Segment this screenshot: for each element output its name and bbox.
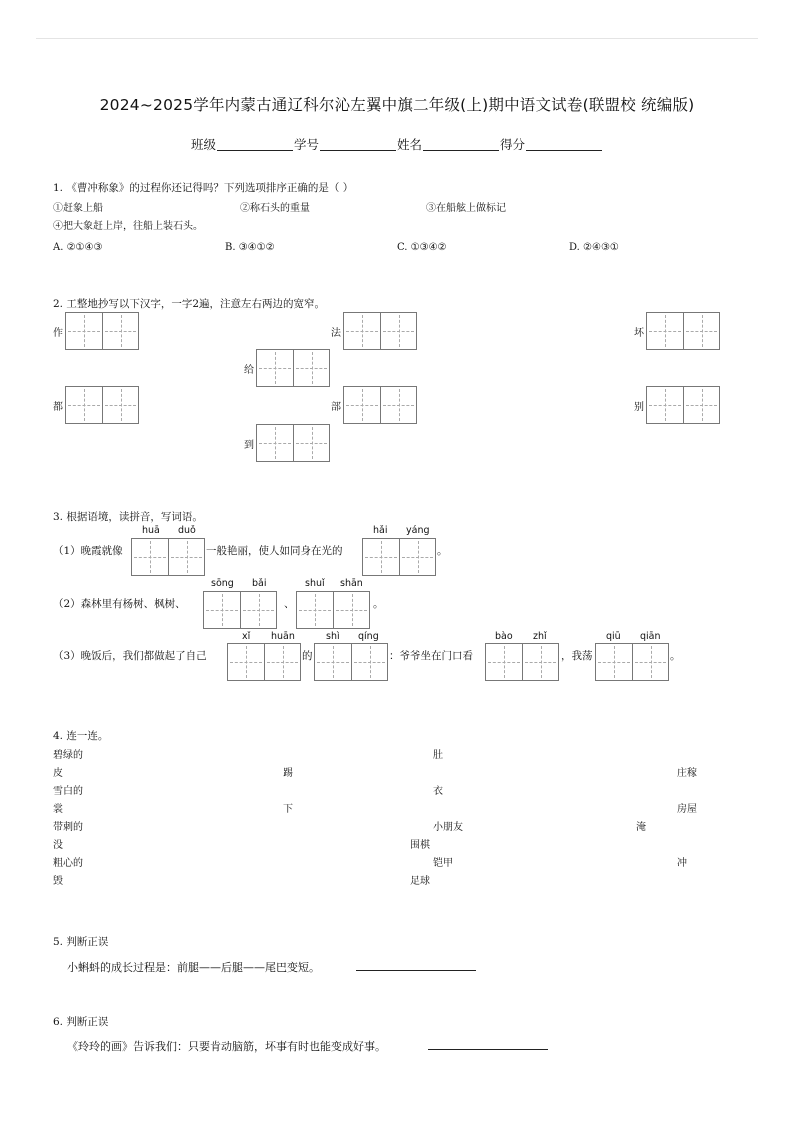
q4-col3-item[interactable]: 衣 (433, 786, 443, 797)
q3-s2-answer-grid-2[interactable] (296, 591, 370, 629)
q3-s2-pinyin-2b: shān (340, 578, 363, 589)
q6-answer-line[interactable] (428, 1049, 548, 1050)
q2-writing-grid-zuo[interactable] (65, 312, 139, 350)
q3-s1-answer-grid-1[interactable] (131, 538, 205, 576)
number-label: 学号 (293, 137, 319, 152)
q2-char-zuo: 作 (53, 328, 63, 339)
q1-step-4: ④把大象赶上岸，往船上装石头。 (53, 221, 203, 232)
student-info-line (0, 135, 794, 153)
q3-s1-pinyin-2b: yáng (406, 525, 430, 536)
q3-s1-middle: 一般艳丽，使人如同身在光的 (206, 545, 343, 557)
page-title: 2024~2025学年内蒙古通辽科尔沁左翼中旗二年级(上)期中语文试卷(联盟校 统编版) (99, 96, 695, 114)
q2-heading: 2. 工整地抄写以下汉字，一字2遍，注意左右两边的宽窄。 (53, 298, 326, 310)
q3-s1-pinyin-1a: huā (142, 525, 160, 536)
q2-writing-grid-dao[interactable] (256, 424, 330, 462)
q2-char-dou: 都 (53, 402, 63, 413)
score-label: 得分 (500, 137, 526, 152)
q1-step-3: ③在船舷上做标记 (426, 203, 506, 214)
q1-option-d[interactable]: D. ②④③① (569, 242, 619, 253)
q2-char-bie: 别 (634, 402, 644, 413)
q4-col3-item[interactable]: 足球 (410, 876, 430, 887)
q6-heading: 6. 判断正误 (53, 1016, 109, 1028)
q3-heading: 3. 根据语境，读拼音，写词语。 (53, 511, 203, 523)
q1-option-c[interactable]: C. ①③④② (397, 242, 447, 253)
q1-heading: 1. 《曹冲称象》的过程你还记得吗？下列选项排序正确的是（ ） (53, 182, 354, 194)
q3-s3-pinyin-3a: bào (495, 631, 513, 642)
q2-writing-grid-bu[interactable] (343, 386, 417, 424)
q3-s2-answer-grid-1[interactable] (203, 591, 277, 629)
q6-statement: 《玲玲的画》告诉我们：只要肯动脑筋，坏事有时也能变成好事。 (67, 1040, 386, 1053)
q3-s3-end: 。 (670, 650, 681, 662)
q4-col1-item[interactable]: 没 (53, 840, 63, 851)
q3-s3-middle-2: ：爷爷坐在门口看 (389, 650, 473, 662)
q4-col1-item[interactable]: 粗心的 (53, 858, 83, 869)
q4-col4-item[interactable]: 冲 (677, 858, 687, 869)
q3-s3-pinyin-1a: xǐ (242, 631, 251, 642)
q1-option-a[interactable]: A. ②①④③ (53, 242, 103, 253)
class-blank[interactable] (217, 138, 293, 151)
q4-col4-item[interactable]: 庄稼 (677, 768, 697, 779)
q4-col1-item[interactable]: 毁 (53, 876, 63, 887)
q4-col4-item[interactable]: 房屋 (677, 804, 697, 815)
q4-col3-item[interactable]: 铠甲 (433, 858, 453, 869)
q3-s3-middle-1: 的 (302, 650, 313, 662)
q5-heading: 5. 判断正误 (53, 936, 109, 948)
q3-s3-pinyin-3b: zhǐ (533, 631, 547, 642)
q5-answer-line[interactable] (356, 970, 476, 971)
q3-s3-pinyin-2a: shì (326, 631, 340, 642)
q3-s2-end: 。 (373, 598, 384, 610)
q1-step-1: ①赶象上船 (53, 203, 103, 214)
q3-s3-answer-grid-1[interactable] (227, 643, 301, 681)
header-divider (36, 38, 758, 39)
q2-char-bu: 部 (331, 402, 341, 413)
q3-s2-pinyin-1b: bǎi (252, 578, 267, 589)
q3-s3-pinyin-2b: qíng (358, 631, 379, 642)
class-label: 班级 (190, 137, 216, 152)
q4-col3-item[interactable]: 小朋友 (433, 822, 463, 833)
q3-s3-pinyin-4a: qiū (606, 631, 621, 642)
q4-col1-item[interactable]: 皮 (53, 768, 63, 779)
q4-col2-item[interactable]: 下 (283, 804, 293, 815)
q3-s1-prefix: （1）晚霞就像 (53, 545, 123, 557)
q4-col3-item[interactable]: 围棋 (410, 840, 430, 851)
q2-writing-grid-fa[interactable] (343, 312, 417, 350)
score-blank[interactable] (526, 138, 602, 151)
q4-col3-item[interactable]: 肚 (433, 750, 443, 761)
number-blank[interactable] (320, 138, 396, 151)
name-label: 姓名 (397, 137, 423, 152)
q3-s1-pinyin-1b: duǒ (178, 525, 196, 536)
q3-s1-answer-grid-2[interactable] (362, 538, 436, 576)
q3-s1-end: 。 (437, 545, 448, 557)
q1-step-2: ②称石头的重量 (240, 203, 310, 214)
q3-s3-middle-3: ，我荡 (561, 650, 593, 662)
q3-s2-pinyin-2a: shuǐ (305, 578, 325, 589)
q3-s2-prefix: （2）森林里有杨树、枫树、 (53, 598, 186, 610)
q1-option-b[interactable]: B. ③④①② (225, 242, 275, 253)
q5-statement: 小蝌蚪的成长过程是：前腿——后腿——尾巴变短。 (67, 961, 320, 974)
q2-char-huai: 坏 (634, 328, 644, 339)
q2-writing-grid-huai[interactable] (646, 312, 720, 350)
q3-s3-answer-grid-3[interactable] (485, 643, 559, 681)
name-blank[interactable] (423, 138, 499, 151)
q2-writing-grid-dou[interactable] (65, 386, 139, 424)
q4-col1-item[interactable]: 碧绿的 (53, 750, 83, 761)
q4-col1-item[interactable]: 带刺的 (53, 822, 83, 833)
q3-s2-middle: 、 (284, 598, 295, 610)
q3-s2-pinyin-1a: sōng (211, 578, 234, 589)
q4-col1-item[interactable]: 雪白的 (53, 786, 83, 797)
q2-char-dao: 到 (244, 440, 254, 451)
q2-writing-grid-bie[interactable] (646, 386, 720, 424)
q4-heading: 4. 连一连。 (53, 730, 109, 742)
q2-writing-grid-gei[interactable] (256, 349, 330, 387)
q3-s3-prefix: （3）晚饭后，我们都做起了自己 (53, 650, 207, 662)
q3-s3-pinyin-4b: qiān (640, 631, 661, 642)
q4-col1-item[interactable]: 裳 (53, 804, 63, 815)
q2-char-fa: 法 (331, 328, 341, 339)
q4-col4-item[interactable]: 淹 (636, 822, 646, 833)
q2-char-gei: 给 (244, 365, 254, 376)
q3-s3-pinyin-1b: huān (271, 631, 295, 642)
q3-s1-pinyin-2a: hǎi (373, 525, 388, 536)
q3-s3-answer-grid-2[interactable] (314, 643, 388, 681)
q4-col2-item[interactable]: 踢 (283, 768, 293, 779)
q3-s3-answer-grid-4[interactable] (595, 643, 669, 681)
